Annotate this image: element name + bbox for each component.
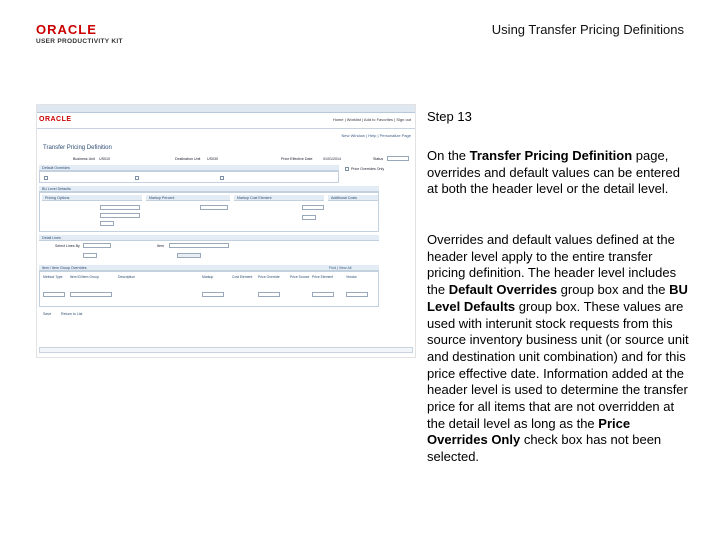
para2-text-4: check box has not been selected.	[427, 432, 662, 465]
destination-unit-value: US030	[207, 157, 218, 161]
logo-tagline: USER PRODUCTIVITY KIT	[36, 38, 123, 45]
default-overrides-header[interactable]: Default Overrides	[39, 165, 339, 171]
logo-brand: ORACLE	[36, 22, 97, 37]
detail-paragraph	[427, 232, 689, 466]
col-header: Method Type	[43, 275, 63, 279]
pricing-options-header: Pricing Options	[42, 195, 142, 201]
para2-text-1: Overrides and default values defined at the header level apply to the entire transfer pricing definition. The header level includes the	[427, 232, 677, 298]
col-header: Cost Element	[232, 275, 253, 279]
para1-text-1: On the	[427, 148, 470, 163]
status-select[interactable]	[387, 156, 409, 161]
oracle-upk-logo	[36, 22, 123, 45]
markup-cost-element-header: Markup Cost Element	[234, 195, 324, 201]
col-header: Description	[118, 275, 135, 279]
para2-bold-2: BU Level Defaults	[427, 282, 688, 314]
grid-cell-input[interactable]	[43, 292, 65, 297]
grid-cell-input[interactable]	[312, 292, 334, 297]
app-screenshot	[36, 104, 416, 358]
grid-cell-input[interactable]	[202, 292, 224, 297]
item-grid	[39, 271, 379, 307]
app-sub-links[interactable]: New Window | Help | Personalize Page	[341, 133, 411, 138]
cost-element-select[interactable]	[302, 205, 324, 210]
col-header: Vendor	[346, 275, 357, 279]
para2-bold-1: Default Overrides	[448, 282, 558, 298]
markup-cost-element-input[interactable]	[302, 215, 316, 220]
app-page-title: Transfer Pricing Definition	[43, 145, 112, 151]
item-group-overrides-title: Item / Item Group Overrides	[42, 266, 87, 270]
destination-unit-label: Destination Unit	[175, 157, 201, 161]
col-header: Markup	[202, 275, 214, 279]
para2-bold-3: Price Overrides Only	[427, 415, 631, 448]
price-source-select[interactable]	[100, 205, 140, 210]
refresh-button[interactable]	[177, 253, 201, 258]
markup-percent-header: Markup Percent	[146, 195, 230, 201]
col-header: Price Source	[290, 275, 310, 279]
para2-text-2: group box and the	[557, 282, 670, 298]
override-check-2[interactable]	[135, 176, 139, 180]
save-button[interactable]: Save	[43, 312, 52, 316]
number-of-rows-input[interactable]	[83, 253, 97, 258]
status-label: Status	[373, 157, 384, 161]
business-unit-label: Business Unit	[73, 157, 95, 161]
markup-percent-input[interactable]	[200, 205, 228, 210]
select-lines-by-label: Select Lines By	[55, 244, 80, 248]
select-lines-by-select[interactable]	[83, 243, 111, 248]
step-label: Step 13	[427, 109, 472, 124]
number-of-items-input[interactable]	[100, 221, 114, 226]
price-overrides-only-label: Price Overrides Only	[351, 167, 385, 171]
para1-bold-1: Transfer Pricing Definition	[469, 148, 633, 163]
intro-paragraph	[427, 148, 689, 198]
override-check-1[interactable]	[44, 176, 48, 180]
override-check-3[interactable]	[220, 176, 224, 180]
business-unit-value: US010	[99, 157, 110, 161]
app-header-links[interactable]: Home | Worklist | Add to Favorites | Sign out	[332, 117, 411, 122]
detail-lines-header[interactable]: Detail Lines	[39, 235, 379, 241]
price-level-select[interactable]	[100, 213, 140, 218]
app-brand-logo: ORACLE	[39, 116, 72, 123]
para1-text-2: page, overrides and default values can be entered at both the header level or the detail level.	[427, 148, 680, 197]
para2-text-3: group box. These values are used with interunit stock requests from this source inventory business unit (or source unit and destination unit combination) and for this price effective date. Information added at the header level is used to determine the transfer price for all items that are not overridden at the detail level as long as the	[427, 298, 689, 431]
grid-cell-input[interactable]	[70, 292, 112, 297]
bu-defaults-group	[39, 192, 379, 232]
page-header-title: Using Transfer Pricing Definitions	[491, 22, 684, 37]
grid-cell-input[interactable]	[346, 292, 368, 297]
item-label: Item	[157, 244, 164, 248]
app-nav-bar	[37, 105, 415, 113]
additional-costs-header: Additional Costs	[328, 195, 378, 201]
return-to-list-link[interactable]: Return to List	[61, 312, 83, 316]
col-header: Price Element	[312, 275, 334, 279]
horizontal-scrollbar[interactable]	[39, 347, 413, 353]
grid-cell-input[interactable]	[258, 292, 280, 297]
price-overrides-only-checkbox[interactable]	[345, 167, 349, 171]
bu-defaults-header[interactable]: BU Level Defaults	[39, 186, 379, 192]
default-overrides-group	[39, 171, 339, 183]
effective-date-value: 01/01/2014	[323, 157, 341, 161]
effective-date-label: Price Effective Date	[281, 157, 313, 161]
col-header: Price Override	[258, 275, 280, 279]
item-input[interactable]	[169, 243, 229, 248]
app-brand-bar	[37, 113, 415, 129]
find-view-all-link[interactable]: Find | View All	[329, 266, 352, 270]
col-header: Item ID/Item Group	[70, 275, 99, 279]
